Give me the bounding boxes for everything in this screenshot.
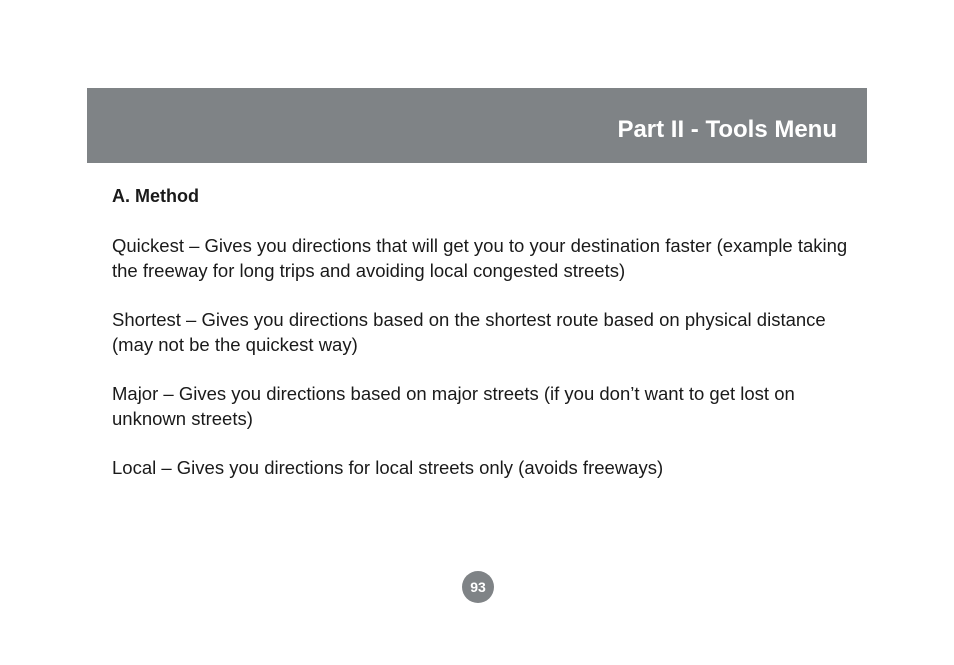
paragraph-quickest: Quickest – Gives you directions that will get you to your destination faster (example taking the freeway for long trips and avoiding local congested streets) [112, 235, 848, 281]
page-title: Part II - Tools Menu [617, 116, 837, 143]
paragraph-major: Major – Gives you directions based on major streets (if you don’t want to get lost on unknown streets) [112, 383, 795, 429]
header-bar [87, 88, 867, 163]
page-number-badge: 93 [462, 571, 494, 603]
section-heading: A. Method [112, 186, 199, 206]
paragraph-shortest: Shortest – Gives you directions based on the shortest route based on physical distance (may not be the quickest way) [112, 309, 826, 355]
content-area [112, 184, 852, 504]
paragraph-local: Local – Gives you directions for local streets only (avoids freeways) [112, 457, 664, 478]
